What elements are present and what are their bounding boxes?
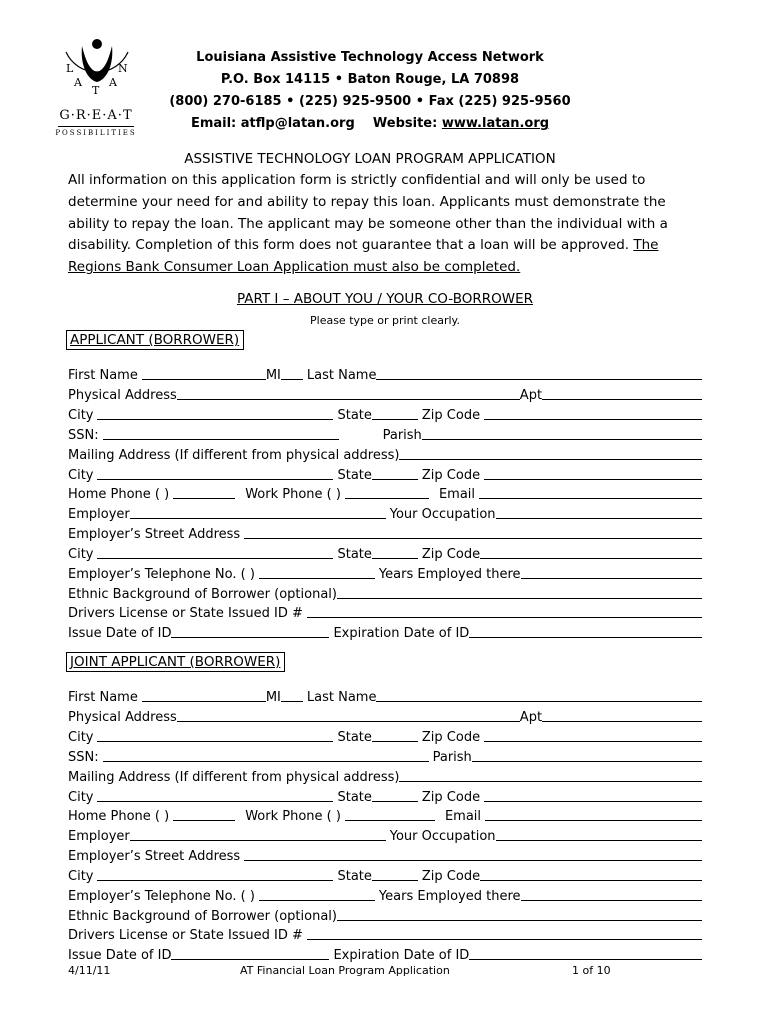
intro-line-1: All information on this application form is strictly confidential and will only be used to: [68, 172, 646, 188]
parish-label: Parish: [382, 428, 422, 443]
applicant-mailing-city-row: [68, 463, 702, 483]
joint-last-name-field[interactable]: [376, 701, 702, 702]
state-field[interactable]: [372, 419, 418, 420]
joint-mi-field[interactable]: [281, 701, 303, 702]
logo-letter-3: T: [92, 84, 100, 97]
zip-label: Zip Code: [421, 408, 481, 423]
joint-employer-zip-label: Zip Code: [421, 869, 481, 884]
mailing-address-label: Mailing Address (If different from physical address): [68, 448, 400, 463]
joint-employer-zip-field[interactable]: [480, 880, 702, 881]
joint-apt-field[interactable]: [542, 721, 702, 722]
joint-work-phone-label: Work Phone ( ): [245, 809, 341, 824]
joint-mailing-address-field[interactable]: [399, 781, 702, 782]
applicant-employer-row: [68, 502, 702, 522]
joint-expiration-label: Expiration Date of ID: [333, 948, 470, 963]
first-name-label: First Name: [68, 368, 138, 383]
joint-ssn-label: SSN:: [68, 750, 99, 765]
joint-mailing-city-field[interactable]: [97, 801, 333, 802]
joint-employer-state-field[interactable]: [372, 880, 418, 881]
joint-employer-phone-row: [68, 884, 702, 904]
expiration-label: Expiration Date of ID: [333, 626, 470, 641]
employer-phone-field[interactable]: [259, 578, 375, 579]
joint-occupation-label: Your Occupation: [389, 829, 496, 844]
website-label: Website:: [372, 116, 438, 131]
joint-employer-street-field[interactable]: [244, 860, 702, 861]
ethnic-field[interactable]: [337, 598, 702, 599]
joint-issue-date-field[interactable]: [171, 959, 329, 960]
email-field[interactable]: [479, 498, 702, 499]
joint-home-phone-field[interactable]: [173, 820, 235, 821]
ssn-label: SSN:: [68, 428, 99, 443]
form-title: ASSISTIVE TECHNOLOGY LOAN PROGRAM APPLICATION: [184, 151, 556, 167]
joint-last-name-label: Last Name: [306, 690, 377, 705]
website-link[interactable]: www.latan.org: [441, 116, 550, 131]
joint-license-row: [68, 923, 702, 943]
please-type-note: Please type or print clearly.: [310, 314, 460, 327]
joint-email-field[interactable]: [485, 820, 702, 821]
intro-line-4a: disability. Completion of this form does not guarantee that a loan will be approved.: [68, 237, 634, 254]
joint-city-label: City: [68, 730, 94, 745]
part-title: PART I – ABOUT YOU / YOUR CO-BORROWER: [236, 291, 533, 307]
joint-ethnic-row: [68, 904, 702, 924]
joint-phone-row: [68, 804, 702, 824]
ethnic-label: Ethnic Background of Borrower (optional): [68, 587, 337, 602]
joint-home-phone-label: Home Phone ( ): [68, 809, 170, 824]
joint-ethnic-label: Ethnic Background of Borrower (optional): [68, 909, 337, 924]
joint-employer-city-field[interactable]: [97, 880, 333, 881]
email-link[interactable]: atflp@latan.org: [240, 116, 355, 131]
intro-paragraph: [68, 170, 698, 279]
state-label: State: [337, 408, 372, 423]
city-label: City: [68, 408, 94, 423]
mailing-zip-field[interactable]: [484, 479, 702, 480]
joint-occupation-field[interactable]: [496, 840, 702, 841]
joint-issue-date-label: Issue Date of ID: [68, 948, 172, 963]
parish-field[interactable]: [422, 439, 702, 440]
joint-work-phone-field[interactable]: [345, 820, 435, 821]
years-employed-field[interactable]: [521, 578, 702, 579]
email-label: Email:: [190, 116, 237, 131]
occupation-label: Your Occupation: [389, 507, 496, 522]
license-label: Drivers License or State Issued ID #: [68, 606, 303, 621]
first-name-field[interactable]: [142, 379, 266, 380]
logo-possibilities-text: POSSIBILITIES: [55, 129, 137, 137]
joint-id-dates-row: [68, 943, 702, 963]
footer-page-number: 1 of 10: [572, 964, 611, 977]
work-phone-field[interactable]: [345, 498, 429, 499]
home-phone-field[interactable]: [173, 498, 235, 499]
applicant-phone-row: [68, 482, 702, 502]
logo-letter-4: A: [109, 76, 117, 89]
joint-city-field[interactable]: [97, 741, 333, 742]
joint-first-name-label: First Name: [68, 690, 138, 705]
years-employed-label: Years Employed there: [378, 567, 521, 582]
employer-field[interactable]: [130, 518, 386, 519]
applicant-employer-phone-row: [68, 562, 702, 582]
intro-line-2: determine your need for and ability to repay this loan. Applicants must demonstrate the: [68, 193, 666, 210]
last-name-label: Last Name: [306, 368, 377, 383]
joint-city-row: [68, 725, 702, 745]
applicant-heading: APPLICANT (BORROWER): [66, 330, 244, 350]
footer-doc-name: AT Financial Loan Program Application: [240, 964, 450, 977]
applicant-id-dates-row: [68, 621, 702, 641]
physical-address-field[interactable]: [177, 399, 520, 400]
occupation-field[interactable]: [496, 518, 702, 519]
applicant-ssn-row: [68, 423, 702, 443]
org-phones: (800) 270-6185 • (225) 925-9500 • Fax (225) 925-9560: [169, 94, 571, 109]
home-phone-label: Home Phone ( ): [68, 487, 170, 502]
issue-date-field[interactable]: [171, 637, 329, 638]
logo-letter-1: L: [66, 62, 74, 75]
joint-physical-address-field[interactable]: [177, 721, 520, 722]
joint-applicant-heading: JOINT APPLICANT (BORROWER): [66, 652, 285, 672]
intro-line-3: ability to repay the loan. The applicant may be someone other than the individual with a: [68, 215, 668, 232]
intro-line-4: [68, 235, 698, 257]
applicant-address-row: [68, 383, 702, 403]
employer-city-field[interactable]: [97, 558, 333, 559]
joint-state-field[interactable]: [372, 741, 418, 742]
employer-phone-label: Employer’s Telephone No. ( ): [68, 567, 255, 582]
joint-name-row: [68, 685, 702, 705]
joint-address-row: [68, 705, 702, 725]
joint-email-label: Email: [444, 809, 482, 824]
joint-parish-field[interactable]: [472, 761, 702, 762]
org-contact: [140, 116, 600, 131]
mi-field[interactable]: [281, 379, 303, 380]
logo-great-text: G·R·E·A·T: [59, 108, 133, 123]
joint-mi-label: MI: [265, 690, 281, 705]
joint-mailing-zip-field[interactable]: [484, 801, 702, 802]
joint-ssn-field[interactable]: [103, 761, 429, 762]
latan-logo: [52, 36, 142, 136]
employer-city-label: City: [68, 547, 94, 562]
employer-zip-label: Zip Code: [421, 547, 481, 562]
ssn-field[interactable]: [103, 439, 339, 440]
issue-date-label: Issue Date of ID: [68, 626, 172, 641]
org-name: Louisiana Assistive Technology Access Network: [196, 50, 544, 65]
logo-divider: [58, 126, 134, 127]
joint-expiration-field[interactable]: [469, 959, 702, 960]
expiration-field[interactable]: [469, 637, 702, 638]
joint-mailing-city-row: [68, 785, 702, 805]
joint-employer-street-label: Employer’s Street Address: [68, 849, 241, 864]
applicant-employer-city-row: [68, 542, 702, 562]
joint-mailing-state-field[interactable]: [372, 801, 418, 802]
mailing-state-label: State: [337, 468, 372, 483]
joint-years-employed-label: Years Employed there: [378, 889, 521, 904]
joint-license-field[interactable]: [307, 939, 702, 940]
joint-state-label: State: [337, 730, 372, 745]
joint-employer-state-label: State: [337, 869, 372, 884]
joint-employer-phone-field[interactable]: [259, 900, 375, 901]
joint-parish-label: Parish: [432, 750, 472, 765]
joint-ssn-row: [68, 745, 702, 765]
joint-mailing-address-label: Mailing Address (If different from physical address): [68, 770, 400, 785]
apt-label: Apt: [519, 388, 543, 403]
joint-mailing-city-label: City: [68, 790, 94, 805]
apt-field[interactable]: [542, 399, 702, 400]
mailing-city-field[interactable]: [97, 479, 333, 480]
employer-street-label: Employer’s Street Address: [68, 527, 241, 542]
mailing-zip-label: Zip Code: [421, 468, 481, 483]
mailing-state-field[interactable]: [372, 479, 418, 480]
work-phone-label: Work Phone ( ): [245, 487, 341, 502]
joint-mailing-state-label: State: [337, 790, 372, 805]
joint-employer-field[interactable]: [130, 840, 386, 841]
applicant-employer-street-row: [68, 522, 702, 542]
joint-employer-city-row: [68, 864, 702, 884]
latan-emblem-icon: [52, 36, 142, 108]
joint-employer-phone-label: Employer’s Telephone No. ( ): [68, 889, 255, 904]
logo-letter-2: A: [74, 76, 82, 89]
joint-employer-label: Employer: [68, 829, 130, 844]
joint-zip-field[interactable]: [484, 741, 702, 742]
joint-employer-row: [68, 824, 702, 844]
applicant-ethnic-row: [68, 582, 702, 602]
employer-state-label: State: [337, 547, 372, 562]
email-field-label: Email: [438, 487, 476, 502]
mi-label: MI: [265, 368, 281, 383]
applicant-license-row: [68, 601, 702, 621]
logo-letter-5: N: [118, 62, 128, 75]
applicant-name-row: [68, 363, 702, 383]
applicant-mailing-row: [68, 443, 702, 463]
employer-street-field[interactable]: [244, 538, 702, 539]
intro-line-4b: The: [633, 237, 659, 254]
joint-apt-label: Apt: [519, 710, 543, 725]
joint-physical-address-label: Physical Address: [68, 710, 177, 725]
joint-ethnic-field[interactable]: [337, 920, 702, 921]
physical-address-label: Physical Address: [68, 388, 177, 403]
joint-mailing-row: [68, 765, 702, 785]
joint-years-employed-field[interactable]: [521, 900, 702, 901]
mailing-address-field[interactable]: [399, 459, 702, 460]
joint-employer-city-label: City: [68, 869, 94, 884]
employer-zip-field[interactable]: [480, 558, 702, 559]
intro-line-5: Regions Bank Consumer Loan Application must also be completed.: [68, 259, 521, 276]
joint-first-name-field[interactable]: [142, 701, 266, 702]
mailing-city-label: City: [68, 468, 94, 483]
employer-label: Employer: [68, 507, 130, 522]
city-field[interactable]: [97, 419, 333, 420]
joint-license-label: Drivers License or State Issued ID #: [68, 928, 303, 943]
org-address: P.O. Box 14115 • Baton Rouge, LA 70898: [220, 72, 520, 87]
license-field[interactable]: [307, 617, 702, 618]
joint-zip-label: Zip Code: [421, 730, 481, 745]
footer-date: 4/11/11: [68, 964, 111, 977]
applicant-city-row: [68, 403, 702, 423]
employer-state-field[interactable]: [372, 558, 418, 559]
last-name-field[interactable]: [376, 379, 702, 380]
zip-field[interactable]: [484, 419, 702, 420]
joint-employer-street-row: [68, 844, 702, 864]
joint-mailing-zip-label: Zip Code: [421, 790, 481, 805]
